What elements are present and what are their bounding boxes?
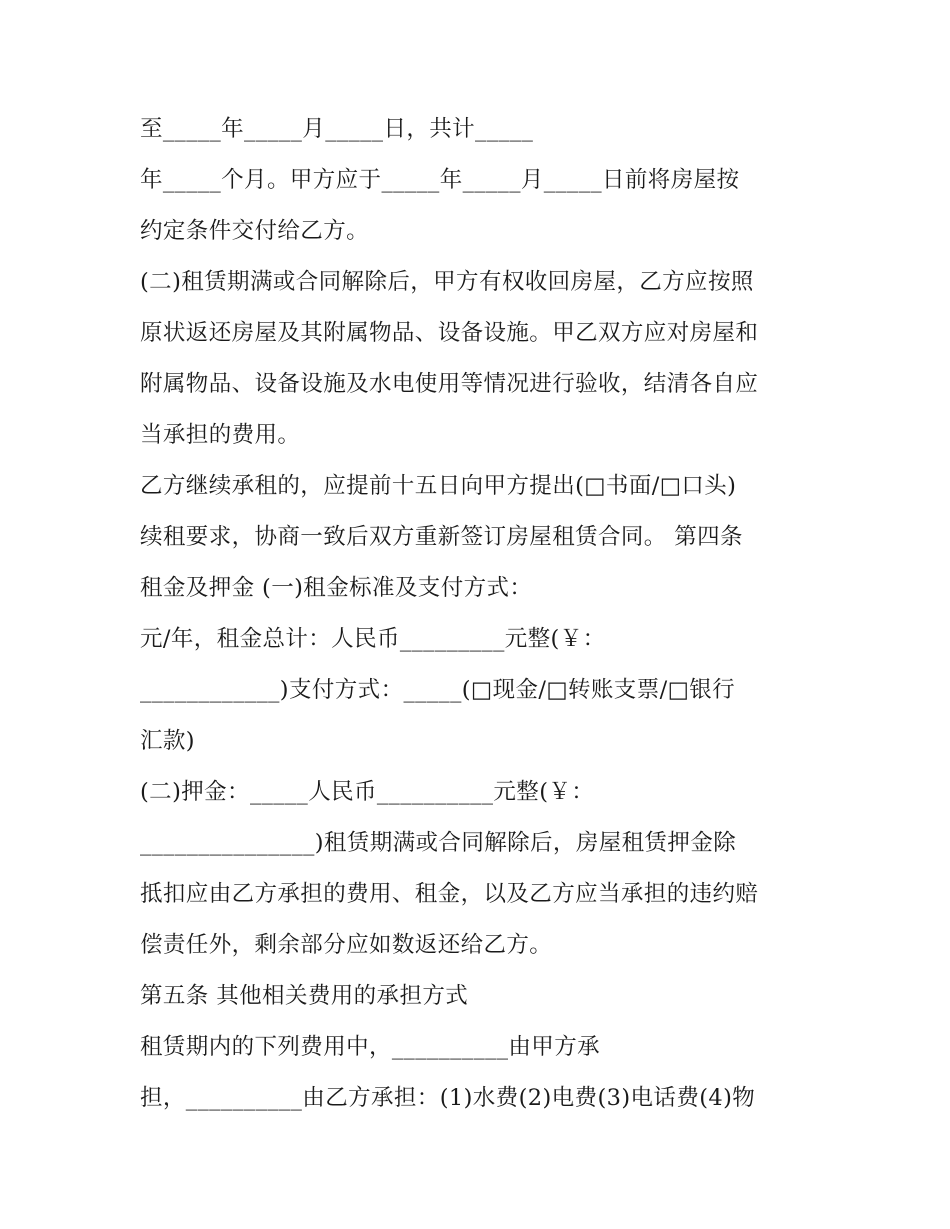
text-line: 租赁期内的下列费用中，__________由甲方承 (140, 1034, 601, 1060)
text-line: 当承担的费用。 (140, 422, 301, 448)
text-line: 续租要求，协商一致后双方重新签订房屋租赁合同。 第四条 (140, 524, 743, 550)
contract-text (140, 104, 830, 1124)
text-line: 偿责任外，剩余部分应如数返还给乙方。 (140, 932, 553, 958)
text-line: 乙方继续承租的，应提前十五日向甲方提出(□书面/□口头) (140, 473, 737, 499)
text-line: 第五条 其他相关费用的承担方式 (140, 983, 469, 1009)
text-line: 租金及押金 (一)租金标准及支付方式： (140, 575, 533, 601)
text-line: 原状返还房屋及其附属物品、设备设施。甲乙双方应对房屋和 (140, 320, 759, 346)
text-line: 担，__________由乙方承担：(1)水费(2)电费(3)电话费(4)物 (140, 1085, 756, 1111)
text-line: ____________)支付方式：_____(□现金/□转账支票/□银行 (140, 677, 736, 703)
text-line: (二)租赁期满或合同解除后，甲方有权收回房屋，乙方应按照 (140, 269, 754, 295)
text-line: 抵扣应由乙方承担的费用、租金，以及乙方应当承担的违约赔 (140, 881, 759, 907)
text-line: 至_____年_____月_____日，共计_____ (140, 116, 534, 142)
text-line: (二)押金：_____人民币__________元整(￥： (140, 779, 595, 805)
text-line: 元/年，租金总计：人民币_________元整(￥： (140, 626, 606, 652)
text-line: 汇款) (140, 728, 195, 754)
text-line: 附属物品、设备设施及水电使用等情况进行验收，结清各自应 (140, 371, 759, 397)
text-line: _______________)租赁期满或合同解除后，房屋租赁押金除 (140, 830, 737, 856)
text-line: 年_____个月。甲方应于_____年_____月_____日前将房屋按 (140, 167, 740, 193)
text-line: 约定条件交付给乙方。 (140, 218, 370, 244)
